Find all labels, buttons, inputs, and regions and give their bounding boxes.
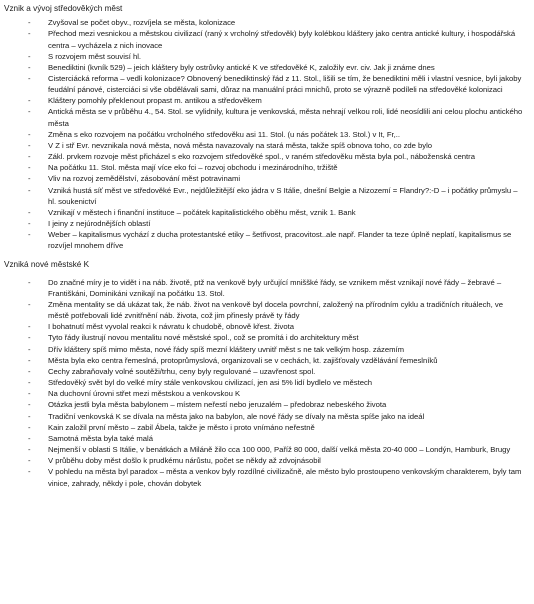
- list-item: [4, 377, 524, 388]
- list-item-text: Přechod mezi vesnickou a městskou civilizací (raný x vrcholný středověk) byly kolébkou kláštery jako centra antické kultury, i hospodářská centra – vycházela z nich inovace: [48, 29, 516, 50]
- list-item-text: Na duchovní úrovni střet mezi městskou a venkovskou K: [48, 389, 241, 399]
- bullet-dash: -: [28, 174, 31, 184]
- list-item: [4, 129, 524, 140]
- list-item-text: Samotná města byla také malá: [48, 433, 153, 443]
- bullet-dash: -: [28, 62, 31, 72]
- list-item: [4, 321, 524, 332]
- list-item: [4, 411, 524, 422]
- bullet-dash: -: [28, 378, 31, 388]
- bullet-dash: -: [28, 18, 31, 28]
- list-item-text: V Z i stř Evr. nevznikala nová města, nová města navazovaly na stará města, takže spíš obnova toho, co zde bylo: [48, 140, 433, 150]
- bullet-list: [4, 17, 524, 251]
- list-item: [4, 207, 524, 218]
- list-item: [4, 28, 524, 50]
- bullet-dash: -: [28, 433, 31, 443]
- bullet-dash: -: [28, 96, 31, 106]
- bullet-dash: -: [28, 207, 31, 217]
- bullet-dash: -: [28, 445, 31, 455]
- bullet-dash: -: [28, 422, 31, 432]
- list-item: [4, 466, 524, 488]
- list-item-text: Antická města se v průběhu 4., 54. Stol. se vylidnily, kultura je venkovská, města nehrají velkou roli, lidé neosídlili ani celou plochu antického města: [48, 107, 523, 128]
- list-item-text: Města byla eko centra řemeslná, protoprůmyslová, organizovali se v cechách, kt. zajišťovaly vzdělávání řemeslníků: [48, 355, 438, 365]
- list-item: [4, 162, 524, 173]
- list-item: [4, 366, 524, 377]
- bullet-dash: -: [28, 230, 31, 240]
- section-title: Vzniká nové městské K: [4, 260, 90, 270]
- list-item: [4, 62, 524, 73]
- bullet-dash: -: [28, 219, 31, 229]
- bullet-dash: -: [28, 467, 31, 477]
- list-item-text: Kláštery pomohly překlenout propast m. antikou a středověkem: [48, 96, 262, 106]
- list-item-text: S rozvojem měst souvisí hl.: [48, 51, 142, 61]
- list-item: [4, 344, 524, 355]
- bullet-dash: -: [28, 29, 31, 39]
- list-item-text: V pohledu na města byl paradox – města a venkov byly rozdílné civilizačně, ale město bylo prostoupeno venkovským charakterem, byly tam vinice, zahrady, někdy i pole, chován dobytek: [48, 467, 522, 488]
- list-item-text: Cechy zabraňovaly volné soutěži/trhu, ceny byly regulované – uzavřenost spol.: [48, 366, 316, 376]
- list-item-text: Na počátku 11. Stol. města mají více eko fci – rozvoj obchodu i mezinárodního, tržiště: [48, 163, 338, 173]
- list-item-text: Zákl. prvkem rozvoje měst přicházel s eko rozvojem středověké spol., v raném středověku města byla pol., náboženská centra: [48, 152, 475, 162]
- bullet-dash: -: [28, 129, 31, 139]
- bullet-dash: -: [28, 73, 31, 83]
- bullet-dash: -: [28, 277, 31, 287]
- list-item-text: Cisterciácká reforma – vedli kolonizace? Obnovený benediktinský řád z 11. Stol., lišili se tím, že benediktini měli i vlastní vesnice, byli jakoby feudální pánové, cisterciáci si vše obdělávali sami, důraz na manuální práci mnichů, proto se výrazně podíleli na středověké kolonizaci: [48, 73, 522, 95]
- list-item-text: Kain založil první město – zabil Ábela, takže je město i proto vnímáno neřestně: [48, 422, 315, 432]
- list-item: [4, 422, 524, 433]
- list-item: [4, 355, 524, 366]
- list-item-text: Vznikají v městech i finanční instituce – počátek kapitalistického oběhu měst, vznik 1. Bank: [48, 207, 356, 217]
- bullet-dash: -: [28, 400, 31, 410]
- list-item: [4, 455, 524, 466]
- bullet-dash: -: [28, 152, 31, 162]
- bullet-dash: -: [28, 51, 31, 61]
- list-item: [4, 106, 524, 128]
- list-item: [4, 17, 524, 28]
- list-item: [4, 173, 524, 184]
- list-item-text: Otázka jestli byla města babylonem – místem neřestí nebo jeruzalém – předobraz nebeského života: [48, 400, 387, 410]
- list-item-text: I bohatnutí měst vyvolal reakci k návratu k chudobě, obnově křest. života: [48, 322, 294, 332]
- list-item-text: Do značné míry je to vidět i na náb. životě, ptž na venkově byly určující mniššké řády, se vznikem měst vznikají nové řády – žebravé – Františkáni, Dominikáni vznikají na počátku 13. Stol.: [48, 277, 502, 298]
- list-item: [4, 332, 524, 343]
- bullet-dash: -: [28, 366, 31, 376]
- list-item: [4, 388, 524, 399]
- bullet-dash: -: [28, 333, 31, 343]
- list-item: [4, 433, 524, 444]
- list-item-text: Středověký svět byl do velké míry stále venkovskou civilizací, jen asi 5% lidí bydlelo ve městech: [48, 378, 373, 388]
- bullet-dash: -: [28, 300, 31, 309]
- list-item-text: Tradiční venkovská K se dívala na města jako na babylon, ale nové řády se dívaly na města spíše jako na ideál: [48, 411, 425, 421]
- list-item-text: Změna s eko rozvojem na počátku vrcholného středověku asi 11. Stol. (u nás počátek 13. Stol.) v It, Fr,..: [48, 129, 400, 139]
- bullet-list: [4, 277, 524, 489]
- list-item-text: Benediktini (kvník 529) – jeich kláštery byly ostrůvky antické K ve středověké K, založily evr. civ. Jak ji známe dnes: [48, 62, 435, 72]
- bullet-dash: -: [28, 163, 31, 173]
- list-item-text: Vliv na rozvoj zemědělství, zásobování měst potravinami: [48, 174, 241, 184]
- bullet-dash: -: [28, 344, 31, 354]
- bullet-dash: -: [28, 140, 31, 150]
- list-item: [4, 218, 524, 229]
- list-item-text: Zvyšoval se počet obyv., rozvíjela se města, kolonizace: [48, 18, 236, 28]
- bullet-dash: -: [28, 456, 31, 466]
- bullet-dash: -: [28, 355, 31, 365]
- bullet-dash: -: [28, 389, 31, 399]
- list-item-text: V průběhu doby měst došlo k prudkému nárůstu, počet se někdy až zdvojnásobil: [48, 456, 321, 466]
- list-item: [4, 140, 524, 151]
- list-item-text: I jeiny z nejúrodnějších oblastí: [48, 219, 151, 229]
- list-item-text: Nejmenší v oblasti S Itálie, v benátkách a Miláně žilo cca 100 000, Paříž 80 000, další velká města 20-40 000 – Londýn, Hamburk, Brugy: [48, 445, 511, 455]
- list-item: [4, 277, 524, 299]
- list-item-text: Tyto řády ilustrují novou mentalitu nové městské spol., což se promítá i do architektury měst: [48, 333, 359, 343]
- list-item: [4, 95, 524, 106]
- list-item: [4, 73, 524, 95]
- list-item: [4, 299, 524, 321]
- bullet-dash: -: [28, 185, 31, 195]
- list-item: [4, 229, 524, 251]
- bullet-dash: -: [28, 322, 31, 332]
- list-item-text: Dřív kláštery spíš mimo města, nové řády spíš mezní kláštery uvnitř měst s ne tak velkým hosp. zázemím: [48, 344, 404, 354]
- list-item: [4, 151, 524, 162]
- list-item: [4, 51, 524, 62]
- section-1: [4, 3, 524, 251]
- list-item-text: Změna mentality se dá ukázat tak, že náb. život na venkově byl docela povrchní, založený na přírodním cyklu a tradičních rituálech, ve městě potřebovali lidé zvnitřnění náb. života, což jim přinesly právě ty řády: [48, 300, 503, 321]
- bullet-dash: -: [28, 107, 31, 117]
- list-item: [4, 185, 524, 207]
- bullet-dash: -: [28, 411, 31, 421]
- list-item: [4, 399, 524, 410]
- section-title: Vznik a vývoj středověkých měst: [4, 4, 123, 13]
- list-item-text: Weber – kapitalismus vychází z ducha protestantské etiky – šetřivost, pracovitost..ale např. Flander ta teze úplně neplatí, kapitalismus se rozvíjel mnohem dříve: [48, 230, 512, 251]
- list-item-text: Vzniká hustá síť měst ve středověké Evr., nejdůležitější eko jádra v S Itálie, dnešní Belgie a Nizozemí = Flandry?:-D – i počátky průmyslu – hl. soukenictví: [48, 185, 518, 206]
- section-2: [4, 259, 524, 488]
- list-item: [4, 444, 524, 455]
